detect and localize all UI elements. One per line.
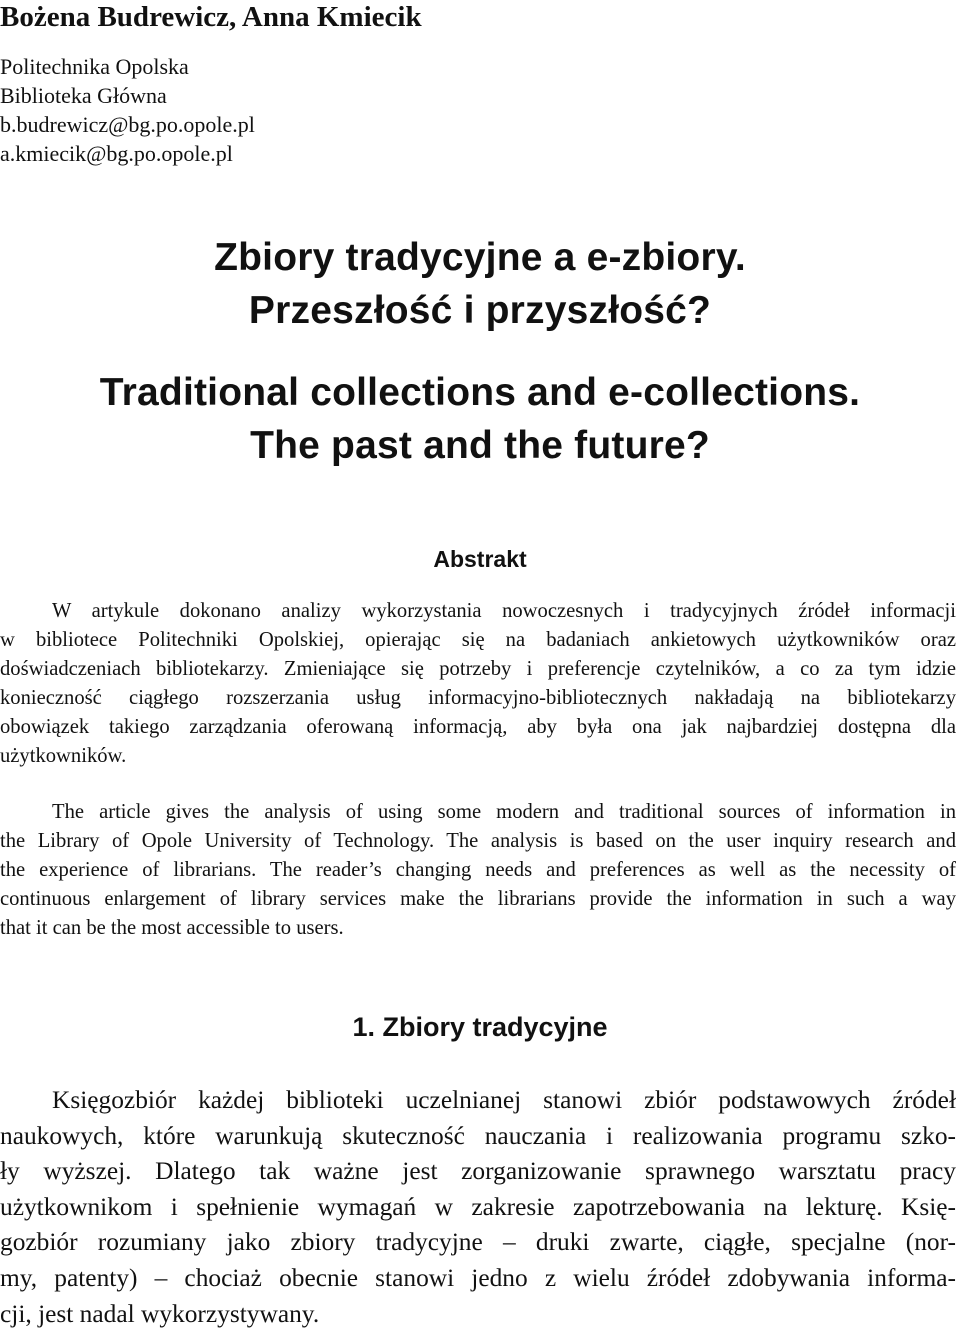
abstract-en-line: the experience of librarians. The reader’s changing needs and preferences as well as the necessity of: [0, 859, 956, 881]
email-1: b.budrewicz@bg.po.opole.pl: [0, 112, 255, 137]
author-names: Bożena Budrewicz, Anna Kmiecik: [0, 1, 422, 33]
institution-name: Politechnika Opolska: [0, 54, 189, 79]
section-body: [0, 1083, 956, 1332]
abstract-pl-line: doświadczeniach bibliotekarzy. Zmieniające się potrzeby i preferencje czytelników, a co za tym idzie: [0, 658, 956, 680]
abstract-en-line: continuous enlargement of library services make the librarians provide the information in such a way: [0, 888, 956, 910]
section-heading: 1. Zbiory tradycyjne: [352, 1012, 608, 1042]
body-line: użytkownikom i spełnienie wymagań w zakresie zapotrzebowania na lekturę. Księ-: [0, 1192, 956, 1221]
body-line: naukowych, które warunkują skuteczność nauczania i realizowania programu szko-: [0, 1121, 956, 1150]
title-english: [0, 366, 960, 472]
title-polish-line-2: Przeszłość i przyszłość?: [248, 289, 712, 332]
abstract-en-line: The article gives the analysis of using some modern and traditional sources of information in: [52, 801, 956, 823]
author-affiliation: [0, 52, 255, 168]
abstract-pl-line: w bibliotece Politechniki Opolskiej, opierając się na badaniach ankietowych użytkowników oraz: [0, 629, 956, 651]
abstract-en-line: the Library of Opole University of Technology. The analysis is based on the user inquiry research and: [0, 830, 956, 852]
abstract-pl-line: W artykule dokonano analizy wykorzystania nowoczesnych i tradycyjnych źródeł informacji: [52, 600, 956, 622]
abstract-pl-line: obowiązek takiego zarządzania oferowaną informacją, aby była ona jak najbardziej dostępna dla: [0, 716, 956, 738]
abstract-heading: Abstrakt: [433, 546, 527, 572]
body-line: ły wyższej. Dlatego tak ważne jest zorganizowanie sprawnego warsztatu pracy: [0, 1157, 956, 1186]
title-polish: [0, 231, 960, 337]
title-english-line-2: The past and the future?: [250, 424, 710, 467]
abstract-polish: [0, 597, 956, 771]
body-line: my, patenty) – chociaż obecnie stanowi jedno z wielu źródeł zdobywania informa-: [0, 1263, 956, 1292]
body-line: Księgozbiór każdej biblioteki uczelnianej stanowi zbiór podstawowych źródeł: [52, 1086, 956, 1114]
abstract-pl-line: konieczność ciągłego rozszerzania usług informacyjno-bibliotecznych nakładają na bibliotekarzy: [0, 687, 956, 709]
body-line: gozbiór rozumiany jako zbiory tradycyjne – druki zwarte, ciągłe, specjalne (nor-: [0, 1228, 956, 1257]
email-2: a.kmiecik@bg.po.opole.pl: [0, 141, 233, 166]
abstract-en-line: that it can be the most accessible to users.: [0, 917, 344, 939]
abstract-pl-line: użytkowników.: [0, 745, 127, 767]
title-polish-line-1: Zbiory tradycyjne a e-zbiory.: [214, 236, 746, 279]
title-english-line-1: Traditional collections and e-collections.: [99, 371, 861, 414]
library-name: Biblioteka Główna: [0, 83, 167, 108]
abstract-english: [0, 798, 956, 943]
body-line: cji, jest nadal wykorzystywany.: [0, 1299, 320, 1328]
